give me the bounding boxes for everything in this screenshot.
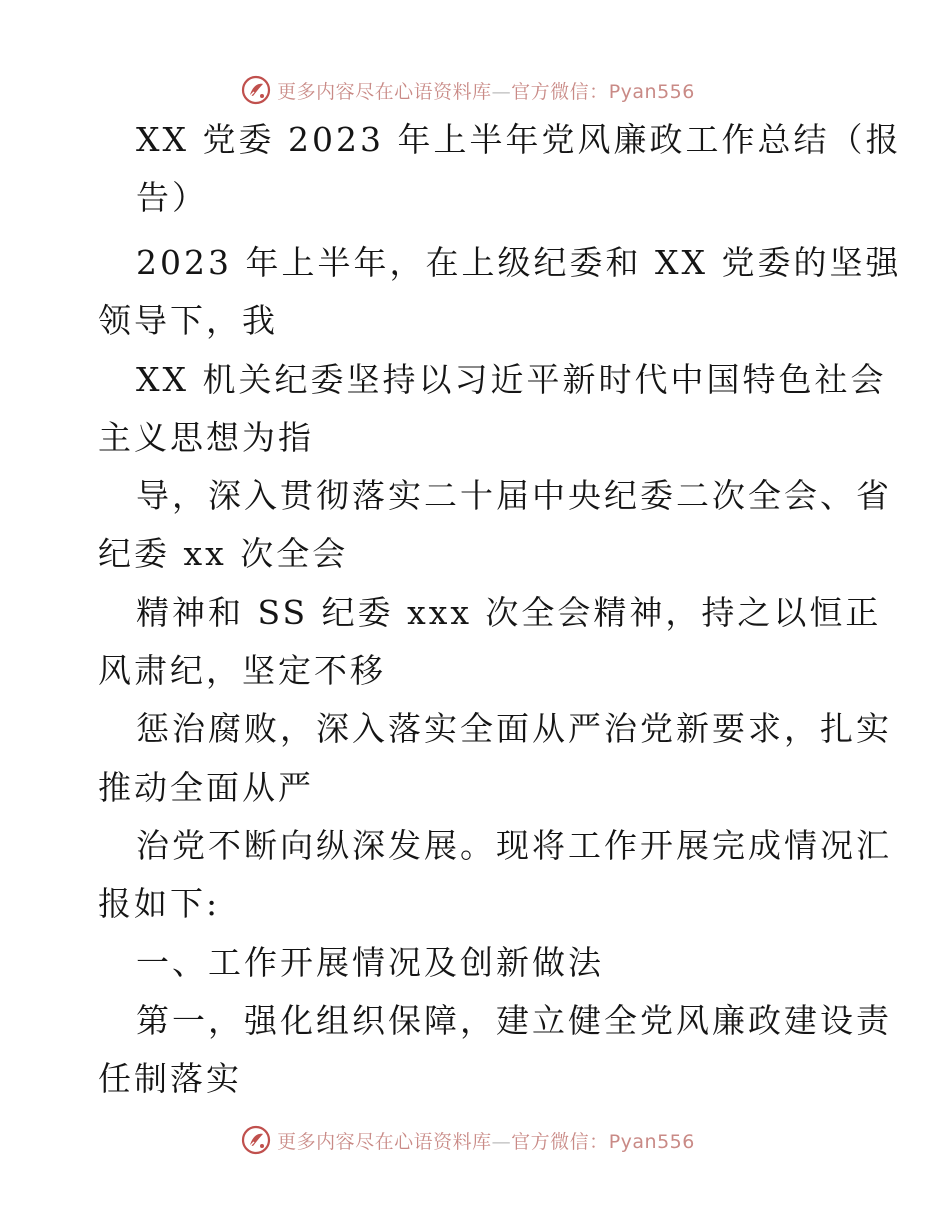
footer-watermark [0,1122,950,1158]
paragraph-line: 推动全面从严 [98,768,314,807]
watermark-text [277,1127,695,1154]
watermark-label: 官方微信： [511,80,609,103]
brand-logo-icon [241,75,271,105]
section-heading: 一、工作开展情况及创新做法 [136,943,604,982]
header-watermark [0,72,950,108]
brand-logo-icon [241,1125,271,1155]
watermark-main: 更多内容尽在心语资料库 [277,1130,492,1153]
watermark-wechat-id: Pyan556 [608,1130,695,1153]
subsection-heading-continued: 任制落实 [98,1059,242,1098]
subsection-heading: 第一，强化组织保障，建立健全党风廉政建设责 [136,1001,892,1040]
paragraph-line: XX 机关纪委坚持以习近平新时代中国特色社会 [136,360,887,399]
document-title-line-2: 告） [136,178,208,217]
paragraph-line: 治党不断向纵深发展。现将工作开展完成情况汇 [136,826,892,865]
paragraph-line: 领导下，我 [98,301,278,340]
watermark-wechat-id: Pyan556 [608,80,695,103]
paragraph-line: 风肃纪，坚定不移 [98,651,386,690]
paragraph-line: 报如下: [98,884,221,923]
paragraph-line: 纪委 xx 次全会 [98,534,349,573]
watermark-separator: — [491,1130,512,1153]
paragraph-line: 精神和 SS 纪委 xxx 次全会精神，持之以恒正 [136,593,882,632]
paragraph-line: 惩治腐败，深入落实全面从严治党新要求，扎实 [136,709,892,748]
watermark-separator: — [491,80,512,103]
paragraph-line: 2023 年上半年，在上级纪委和 XX 党委的坚强 [136,243,902,282]
document-title-line-1: XX 党委 2023 年上半年党风廉政工作总结（报 [136,120,902,159]
watermark-main: 更多内容尽在心语资料库 [277,80,492,103]
watermark-text [277,77,695,104]
paragraph-line: 主义思想为指 [98,418,314,457]
paragraph-line: 导，深入贯彻落实二十届中央纪委二次全会、省 [136,476,892,515]
watermark-label: 官方微信： [511,1130,609,1153]
